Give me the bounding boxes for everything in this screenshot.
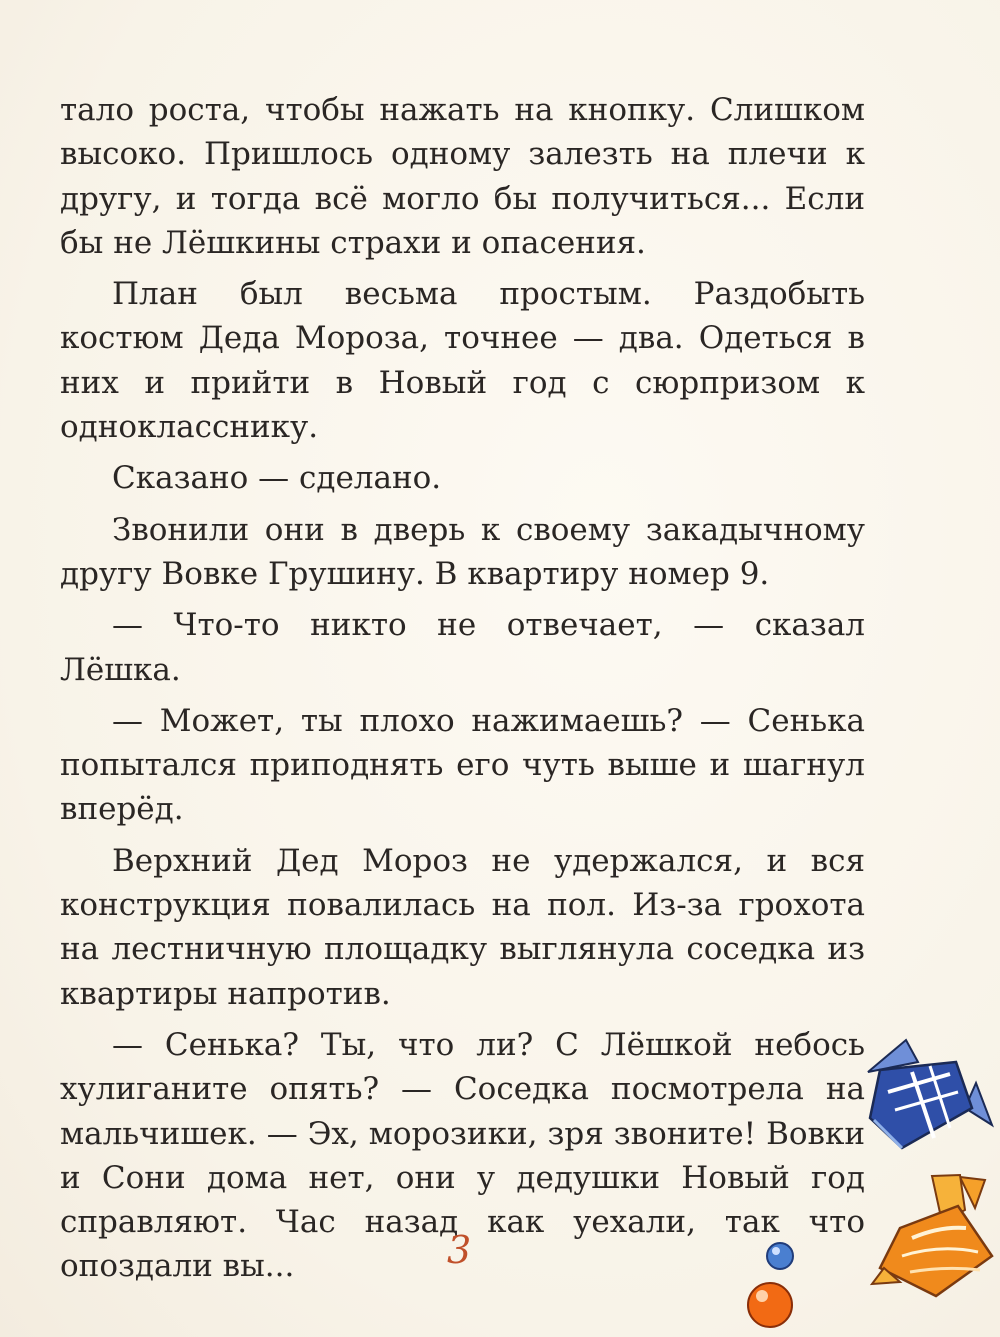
blue-candy-icon — [868, 1040, 992, 1148]
orange-candy-icon — [872, 1175, 992, 1296]
paragraph-3: Сказано — сделано. — [112, 460, 442, 497]
paragraph-4: Звонили они в дверь к своему закадычному другу Вовке Грушину. В квартиру номер 9. — [60, 511, 865, 592]
paragraph-5: — Что-то никто не отвечает, — сказал Лёшка. — [60, 607, 865, 688]
paragraph-7: Верхний Дед Мороз не удержался, и вся конструкция повалилась на пол. Из-за грохота на лестничную площадку выглянула соседка из квартиры напротив. — [60, 842, 865, 1012]
orange-ball-icon — [748, 1283, 792, 1327]
blue-ball-icon — [767, 1243, 793, 1269]
page-number: 3 — [447, 1228, 472, 1272]
paragraph-2: План был весьма простым. Раздобыть костюм Деда Мороза, точнее — два. Одеться в них и прийти в Новый год с сюрпризом к однокласснику. — [60, 276, 865, 446]
paragraph-1: тало роста, чтобы нажать на кнопку. Слишком высоко. Пришлось одному залезть на плечи к другу, и тогда всё могло бы получиться... Если бы не Лёшкины страхи и опасения. — [60, 92, 865, 261]
paragraph-8: — Сенька? Ты, что ли? С Лёшкой небось хулиганите опять? — Соседка посмотрела на мальчишек. — Эх, морозики, зря звоните! Вовки и Сони дома нет, они у дедушки Новый год справляют. Час назад как уехали, так что опоздали вы... — [60, 1026, 865, 1285]
paragraph-6: — Может, ты плохо нажимаешь? — Сенька попытался приподнять его чуть выше и шагнул вперёд. — [60, 702, 865, 828]
